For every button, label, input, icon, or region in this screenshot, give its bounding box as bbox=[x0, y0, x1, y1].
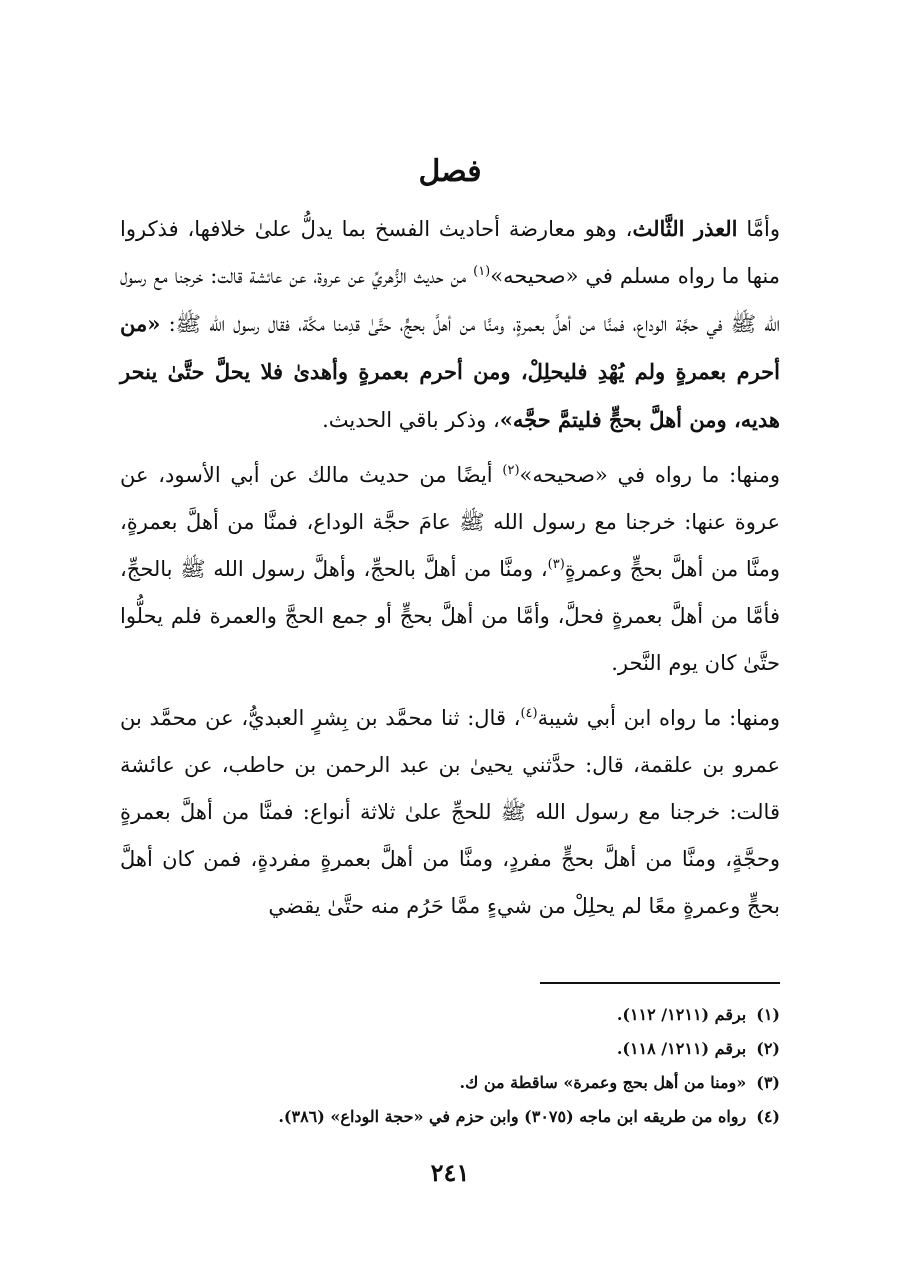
footnotes bbox=[120, 998, 780, 1134]
footnote-2 bbox=[120, 1032, 780, 1066]
text-segment: وأمَّا bbox=[737, 217, 780, 241]
bold-text-segment: العذر الثَّالث bbox=[632, 216, 738, 241]
footnote-text: برقم (١٢١١/ ١١٢). bbox=[616, 1005, 747, 1024]
main-text bbox=[120, 205, 780, 938]
footnote-marker: (٤) bbox=[520, 706, 538, 721]
text-segment: من حديث الزُّهريِّ عن عروة، عن عائشة قالت: خرجنا مع رسول الله ﷺ في حجَّة الوداع، فمنَّا من أهلَّ بعمرةٍ، ومنَّا من أهلَّ بحجٍّ، حتَّىٰ قدِمنا مكَّة، فقال رسول الله ﷺ: bbox=[120, 264, 780, 336]
text-segment: ، ومنَّا من أهلَّ بالحجِّ، وأهلَّ رسول الله ﷺ بالحجِّ، فأمَّا من أهلَّ بعمرةٍ فحلَّ، وأمَّا من أهلَّ بحجٍّ أو جمع الحجَّ والعمرة فلم يحلُّوا حتَّىٰ كان يوم النَّحر. bbox=[120, 557, 780, 675]
chapter-title: فصل bbox=[418, 154, 482, 189]
footnote-marker: (١) bbox=[473, 264, 491, 279]
footnote-number: (٢) bbox=[756, 1039, 780, 1058]
text-segment: ، وهو معارضة أحاديث الفسخ بما يدلُّ علىٰ خلافها، فذكروا منها ما رواه مسلم في «صحيحه» bbox=[120, 217, 781, 288]
text-segment: ومنها: ما رواه في «صحيحه» bbox=[519, 463, 780, 487]
paragraph-3 bbox=[120, 695, 780, 930]
paragraph-1 bbox=[120, 205, 780, 444]
footnote-3 bbox=[120, 1066, 780, 1100]
footnote-number: (١) bbox=[756, 1005, 780, 1024]
footnote-number: (٣) bbox=[756, 1073, 780, 1092]
footnote-1 bbox=[120, 998, 780, 1032]
footnote-separator bbox=[540, 982, 780, 984]
paragraph-2 bbox=[120, 452, 780, 687]
footnote-text: «ومنا من أهل بحج وعمرة» ساقطة من ك. bbox=[459, 1073, 747, 1092]
text-segment: ، وذكر باقي الحديث. bbox=[322, 408, 500, 432]
footnote-text: رواه من طريقه ابن ماجه (٣٠٧٥) وابن حزم في «حجة الوداع» (٣٨٦). bbox=[278, 1107, 747, 1126]
text-segment: ، قال: ثنا محمَّد بن بِشرٍ العبديُّ، عن محمَّد بن عمرو بن علقمة، قال: حدَّثني يحيىٰ بن عبد الرحمن بن حاطب، عن عائشة قالت: خرجنا مع رسول الله ﷺ للحجِّ علىٰ ثلاثة أنواع: فمنَّا من أهلَّ بعمرةٍ وحجَّةٍ، ومنَّا من أهلَّ بحجٍّ مفردٍ، ومنَّا من أهلَّ بعمرةٍ مفردةٍ، فمن كان أهلَّ بحجٍّ وعمرةٍ معًا لم يحلِلْ من شيءٍ ممَّا حَرُم منه حتَّىٰ يقضي bbox=[120, 706, 780, 918]
text-segment: أيضًا من حديث مالك عن أبي الأسود، عن عروة عنها: خرجنا مع رسول الله ﷺ عامَ حجَّة الوداع، فمنَّا من أهلَّ بعمرةٍ، ومنَّا من أهلَّ بحجٍّ وعمرةٍ bbox=[120, 463, 781, 581]
footnote-text: برقم (١٢١١/ ١١٨). bbox=[616, 1039, 747, 1058]
footnote-marker: (٣) bbox=[547, 557, 565, 572]
footnote-marker: (٢) bbox=[502, 463, 520, 478]
text-segment: ومنها: ما رواه ابن أبي شيبة bbox=[537, 706, 780, 730]
footnote-4 bbox=[120, 1100, 780, 1134]
bold-text-segment: «من أحرم بعمرةٍ ولم يُهْدِ فليحلِلْ، ومن أحرم بعمرةٍ وأهدىٰ فلا يحلَّ حتَّىٰ ينحر هديه، ومن أهلَّ بحجٍّ فليتمَّ حجَّه» bbox=[120, 311, 780, 432]
footnote-number: (٤) bbox=[756, 1107, 780, 1126]
page-number: ٢٤١ bbox=[430, 1158, 470, 1187]
